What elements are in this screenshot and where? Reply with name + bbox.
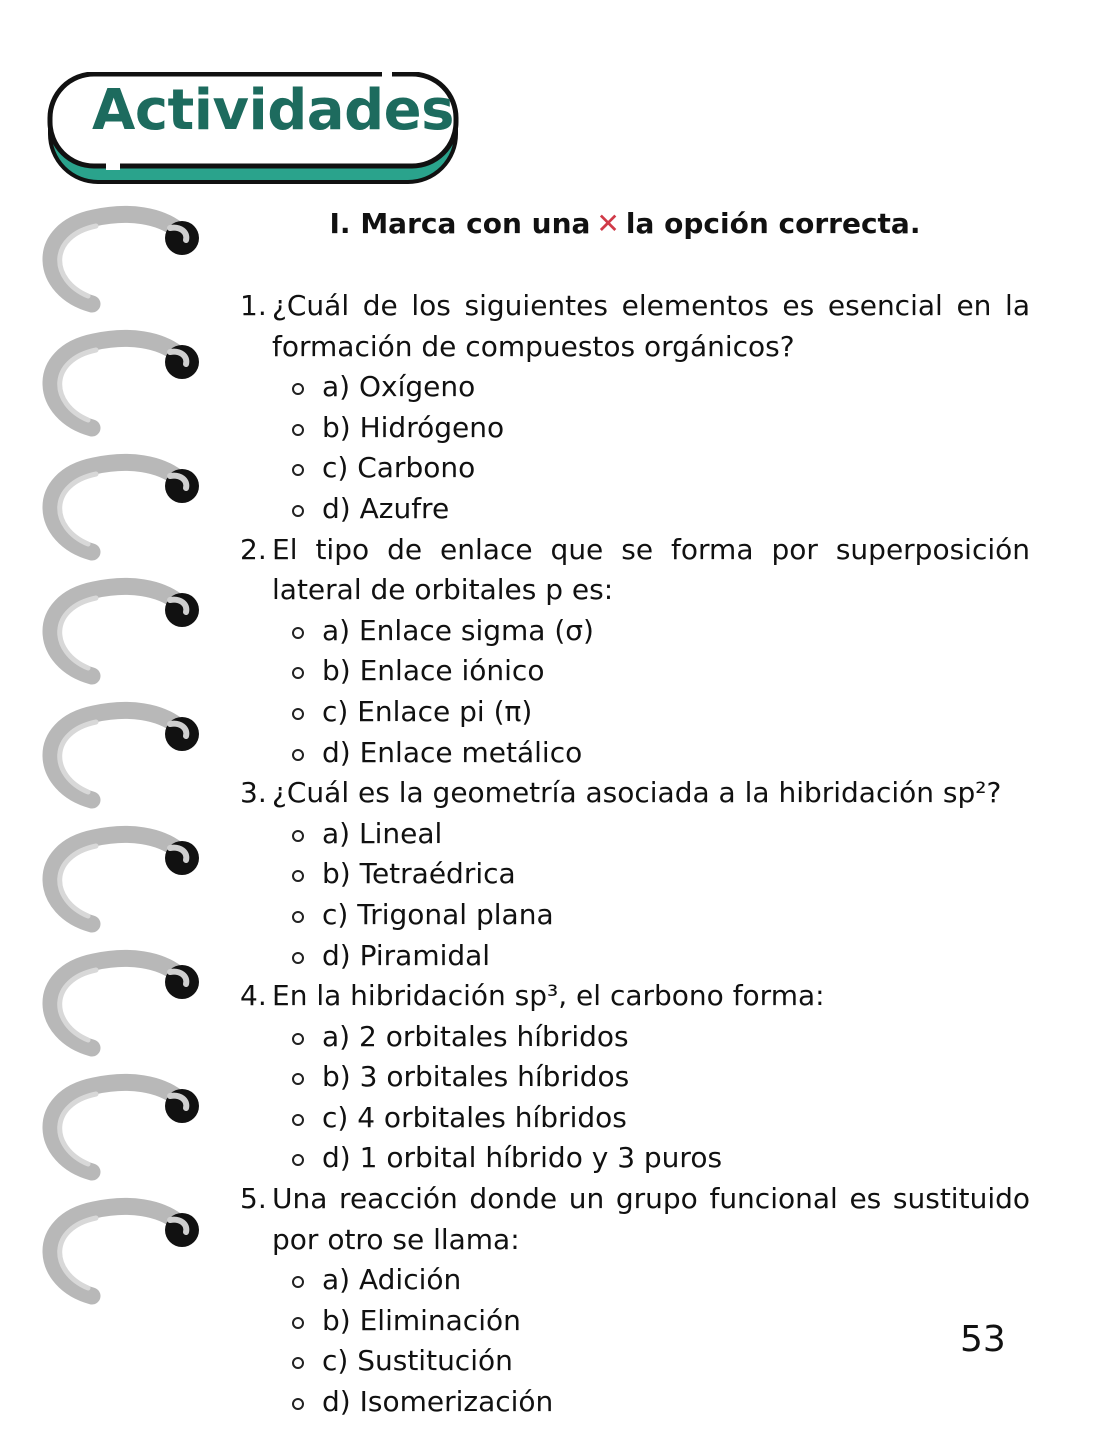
answer-option[interactable]: b) 3 orbitales híbridos (240, 1057, 1030, 1098)
spiral-ring (30, 696, 210, 816)
spiral-ring (30, 944, 210, 1064)
spiral-ring (30, 1068, 210, 1188)
question-number: 2. (240, 532, 267, 566)
spiral-ring (30, 1192, 210, 1312)
spiral-ring (30, 448, 210, 568)
answer-option[interactable]: c) Trigonal plana (240, 895, 1030, 936)
answer-option[interactable]: c) 4 orbitales híbridos (240, 1098, 1030, 1139)
spiral-ring (30, 572, 210, 692)
question-list (240, 286, 1030, 1423)
answer-option[interactable]: c) Sustitución (240, 1341, 1030, 1382)
answer-option[interactable]: d) Enlace metálico (240, 733, 1030, 774)
answer-option[interactable]: d) Piramidal (240, 936, 1030, 977)
spiral-ring (30, 820, 210, 940)
answer-option[interactable]: a) 2 orbitales híbridos (240, 1017, 1030, 1058)
answer-option[interactable]: b) Tetraédrica (240, 854, 1030, 895)
question-number: 5. (240, 1182, 267, 1216)
x-mark-icon: ✕ (596, 207, 620, 240)
instruction-heading (210, 204, 1040, 244)
answer-option[interactable]: c) Carbono (240, 448, 1030, 489)
answer-option[interactable]: a) Lineal (240, 814, 1030, 855)
spiral-ring (30, 324, 210, 444)
answer-option[interactable]: b) Eliminación (240, 1301, 1030, 1342)
answer-option[interactable]: a) Adición (240, 1260, 1030, 1301)
answer-option[interactable]: d) 1 orbital híbrido y 3 puros (240, 1138, 1030, 1179)
section-title-badge (46, 72, 460, 186)
page-title: Actividades (92, 78, 454, 143)
answer-option[interactable]: c) Enlace pi (π) (240, 692, 1030, 733)
question-number: 4. (240, 979, 267, 1013)
instruction-text-before: I. Marca con una (329, 207, 591, 240)
answer-option[interactable]: a) Enlace sigma (σ) (240, 611, 1030, 652)
spiral-ring (30, 200, 210, 320)
question-number: 3. (240, 776, 267, 810)
page-number: 53 (960, 1319, 1006, 1360)
question-2 (240, 530, 1030, 774)
answer-option[interactable]: a) Oxígeno (240, 367, 1030, 408)
spiral-binding (30, 200, 210, 1320)
answer-option[interactable]: d) Isomerización (240, 1382, 1030, 1423)
question-number: 1. (240, 289, 267, 322)
question-text: Una reacción donde un grupo funcional es sustituido por otro se llama: (272, 1182, 1030, 1256)
question-1 (240, 286, 1030, 530)
answer-option[interactable]: b) Hidrógeno (240, 408, 1030, 449)
answer-option[interactable]: d) Azufre (240, 489, 1030, 530)
question-5 (240, 1179, 1030, 1423)
instruction-text-after: la opción correcta. (625, 207, 921, 240)
question-4 (240, 976, 1030, 1179)
question-text: El tipo de enlace que se forma por superposición lateral de orbitales p es: (272, 532, 1030, 607)
question-text: ¿Cuál de los siguientes elementos es esencial en la formación de compuestos orgánicos? (272, 289, 1030, 363)
answer-option[interactable]: b) Enlace iónico (240, 651, 1030, 692)
question-text: ¿Cuál es la geometría asociada a la hibridación sp²? (272, 776, 1002, 810)
question-text: En la hibridación sp³, el carbono forma: (272, 979, 825, 1013)
question-3 (240, 773, 1030, 976)
